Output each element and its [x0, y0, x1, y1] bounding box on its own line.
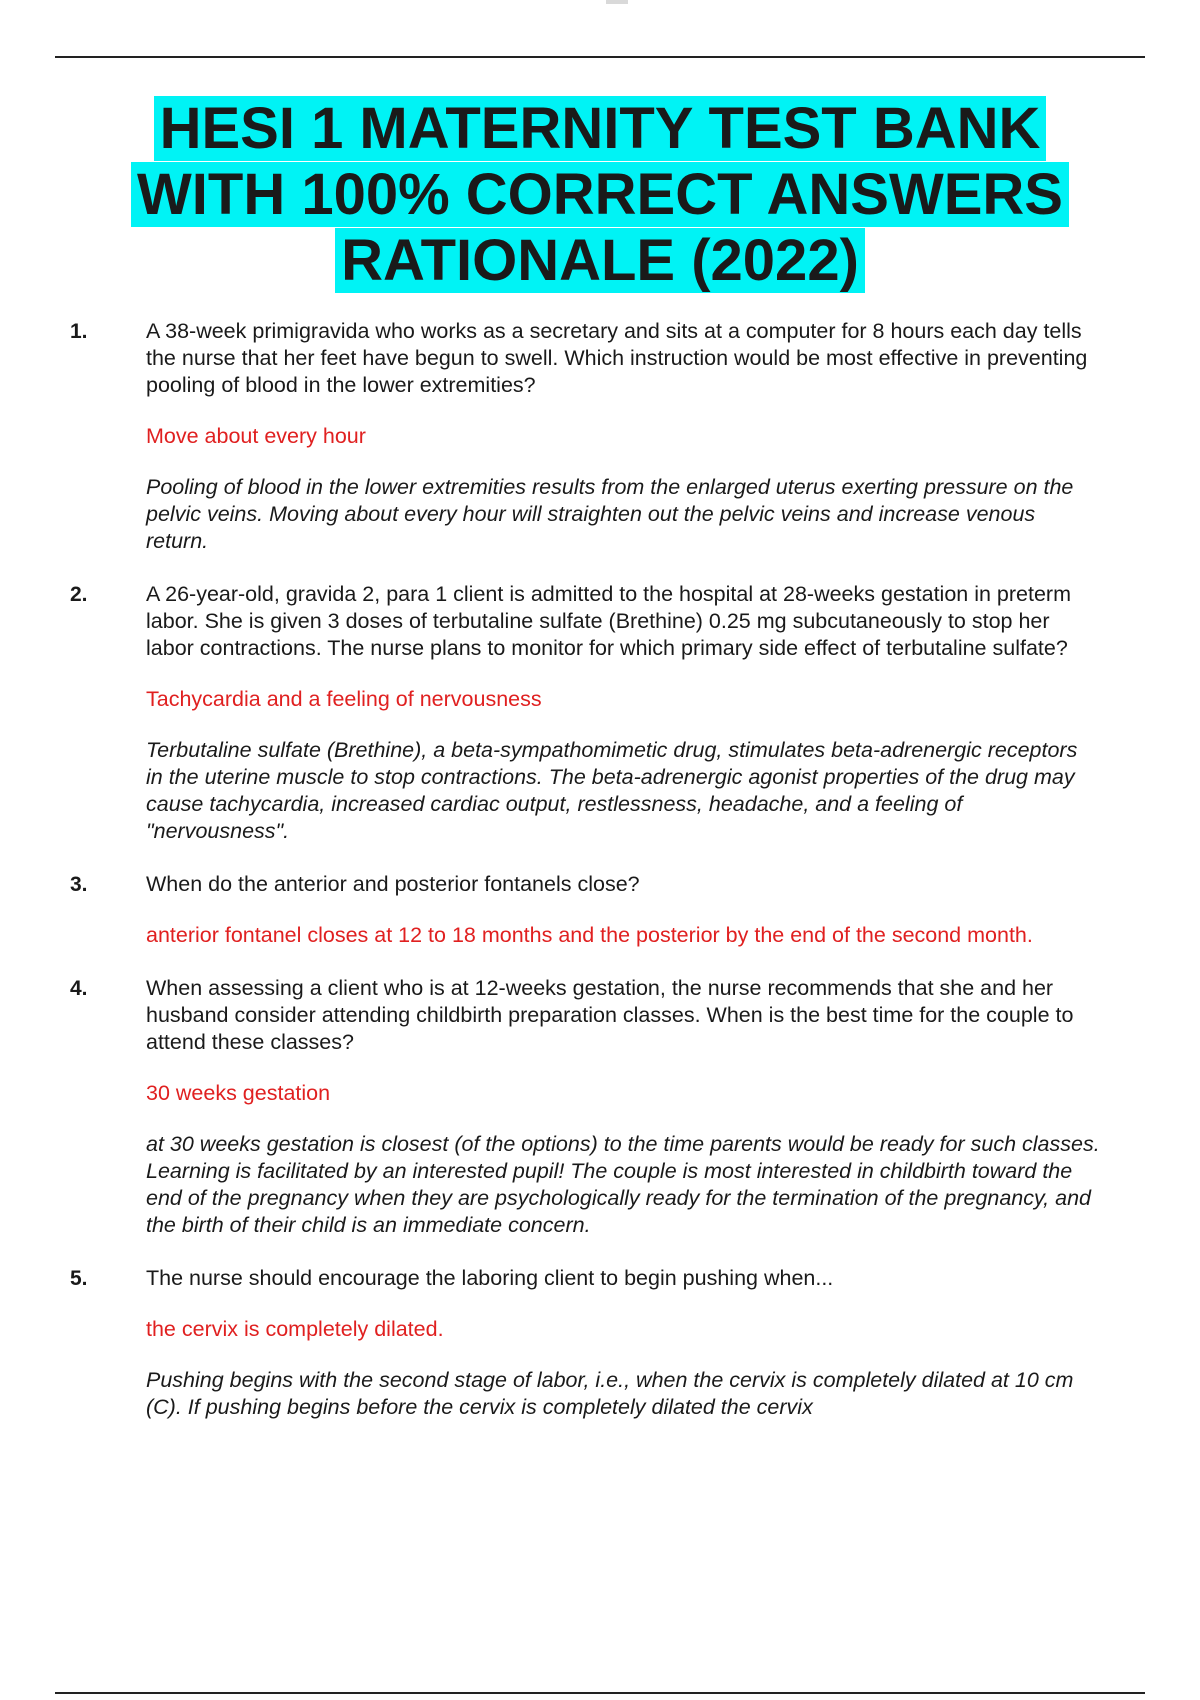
answer-text: Tachycardia and a feeling of nervousness [146, 687, 542, 711]
title-line-1: HESI 1 MATERNITY TEST BANK [154, 96, 1047, 161]
title-line-3: RATIONALE (2022) [335, 228, 865, 293]
question-text: The nurse should encourage the laboring client to begin pushing when... [146, 1266, 834, 1290]
rationale-text: Terbutaline sulfate (Brethine), a beta-sympathomimetic drug, stimulates beta-adrenergic receptors in the uterine muscle to stop contractions. The beta-adrenergic agonist properties of the drug may cause tachycardia, increased cardiac output, restlessness, headache, and a feeling of "nervousness". [146, 738, 1078, 843]
rationale-text: at 30 weeks gestation is closest (of the options) to the time parents would be ready for such classes. Learning is facilitated by an interested pupil! The couple is most interested in childbirth toward the end of the pregnancy when they are psychologically ready for the termination of the pregnancy, and the birth of their child is an immediate concern. [146, 1132, 1100, 1237]
question-item-1 [70, 318, 1100, 555]
top-edge-mark [606, 0, 628, 4]
question-text: A 26-year-old, gravida 2, para 1 client is admitted to the hospital at 28-weeks gestation in preterm labor. She is given 3 doses of terbutaline sulfate (Brethine) 0.25 mg subcutaneously to stop her labor contractions. The nurse plans to monitor for which primary side effect of terbutaline sulfate? [146, 582, 1072, 660]
question-text: A 38-week primigravida who works as a secretary and sits at a computer for 8 hours each day tells the nurse that her feet have begun to swell. Which instruction would be most effective in preventing pooling of blood in the lower extremities? [146, 319, 1088, 397]
question-item-4 [70, 975, 1100, 1239]
answer-text: Move about every hour [146, 424, 366, 448]
question-item-2 [70, 581, 1100, 845]
question-item-5 [70, 1265, 1100, 1421]
answer-text: 30 weeks gestation [146, 1081, 331, 1105]
document-title [55, 96, 1145, 294]
question-number: 3. [70, 873, 88, 896]
rationale-text: Pooling of blood in the lower extremities results from the enlarged uterus exerting pressure on the pelvic veins. Moving about every hour will straighten out the pelvic veins and increase venous return. [146, 475, 1074, 553]
answer-text: the cervix is completely dilated. [146, 1317, 444, 1341]
question-text: When do the anterior and posterior fontanels close? [146, 872, 640, 896]
question-text: When assessing a client who is at 12-weeks gestation, the nurse recommends that she and her husband consider attending childbirth preparation classes. When is the best time for the couple to attend these classes? [146, 976, 1074, 1054]
question-item-3 [70, 871, 1100, 949]
question-number: 2. [70, 583, 88, 606]
title-line-2: WITH 100% CORRECT ANSWERS [131, 162, 1069, 227]
question-number: 1. [70, 320, 88, 343]
question-list [70, 318, 1100, 1447]
answer-text: anterior fontanel closes at 12 to 18 months and the posterior by the end of the second month. [146, 923, 1033, 947]
bottom-divider [55, 1692, 1145, 1694]
rationale-text: Pushing begins with the second stage of labor, i.e., when the cervix is completely dilated at 10 cm (C). If pushing begins before the cervix is completely dilated the cervix [146, 1368, 1074, 1419]
question-number: 5. [70, 1267, 88, 1290]
question-number: 4. [70, 977, 88, 1000]
top-divider [55, 56, 1145, 58]
